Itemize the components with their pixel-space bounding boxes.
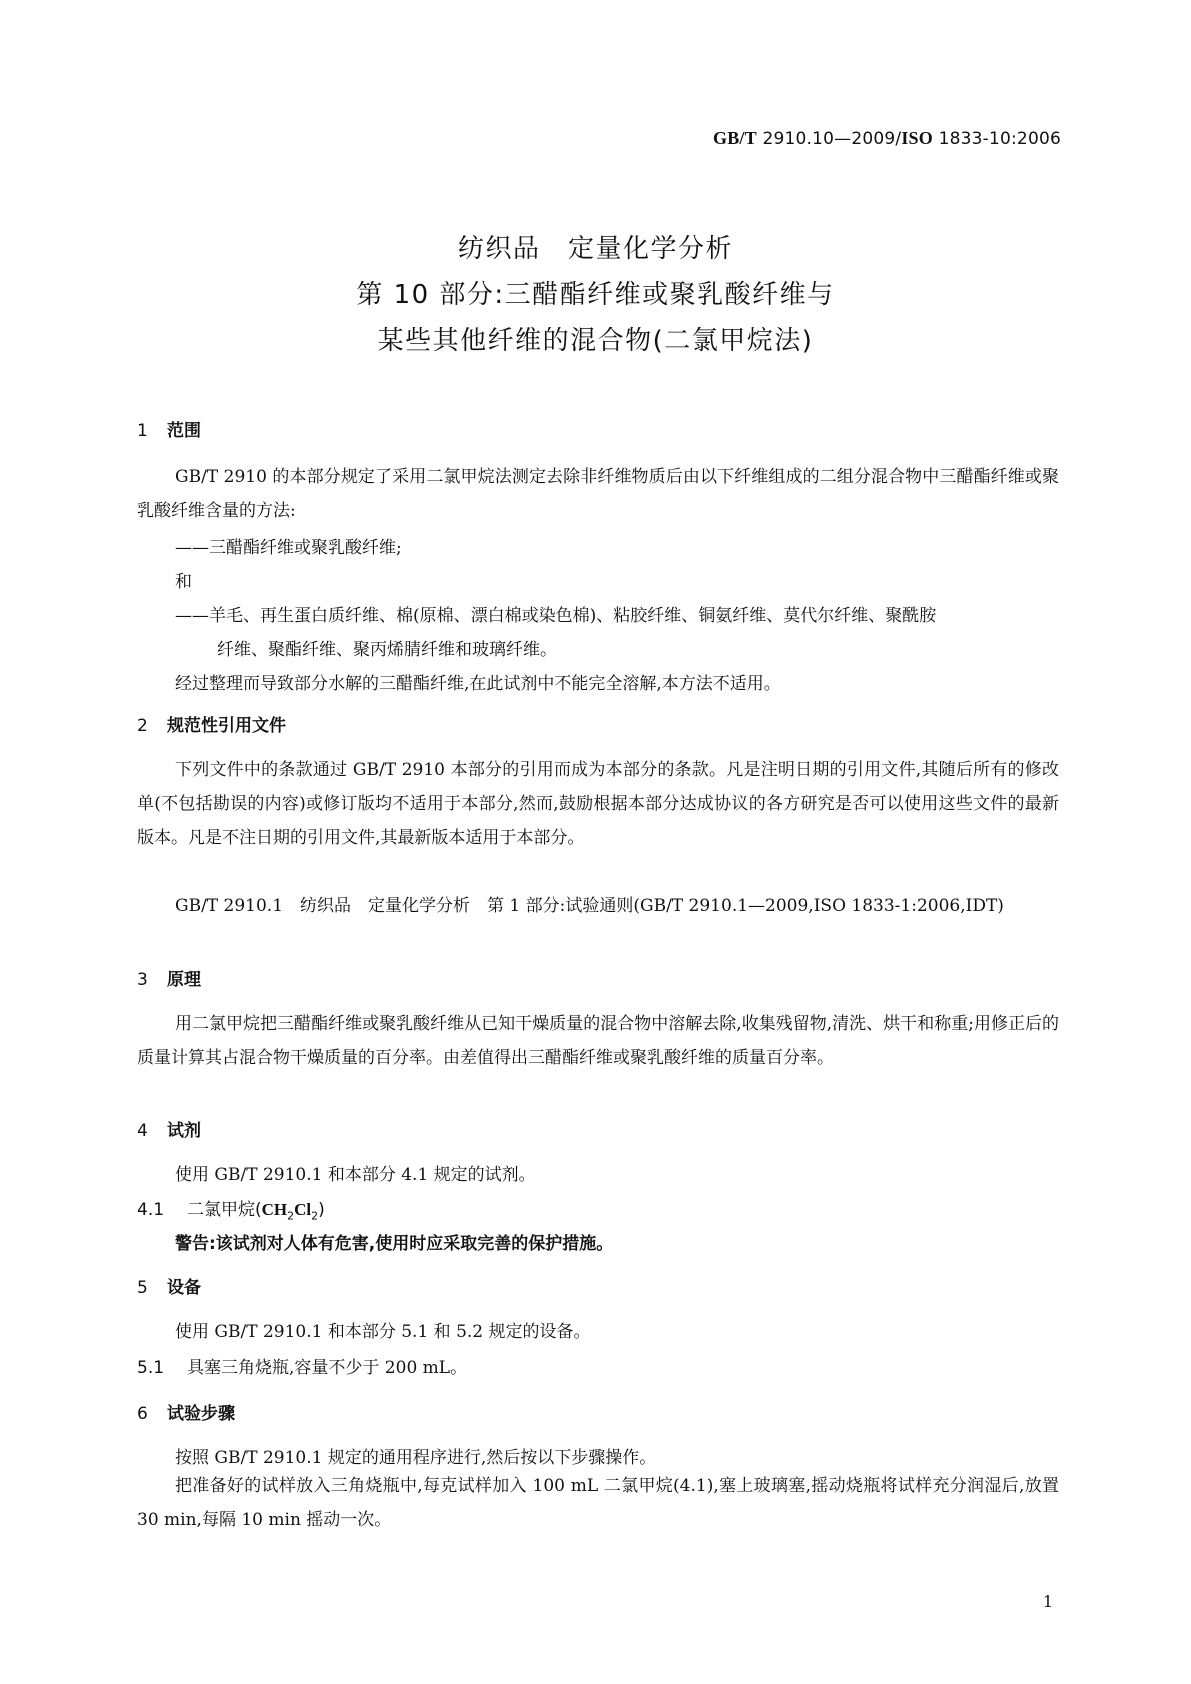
warning-text: 警告:该试剂对人体有危害,使用时应采取完善的保护措施。 <box>175 1234 614 1254</box>
title-line-3: 某些其他纤维的混合物(二氯甲烷法) <box>377 326 814 356</box>
section-1-list-item-2-line-1: ——羊毛、再生蛋白质纤维、棉(原棉、漂白棉或染色棉)、粘胶纤维、铜氨纤维、莫代尔纤维、聚酰胺 <box>175 606 937 626</box>
section-1-paragraph-1: GB/T 2910 的本部分规定了采用二氯甲烷法测定去除非纤维物质后由以下纤维组成的二组分混合物中三醋酯纤维或聚乳酸纤维含量的方法: <box>137 467 1059 521</box>
section-1-title: 范围 <box>167 421 201 441</box>
standard-code-prefix: GB/T <box>713 128 757 148</box>
subsection-4-1-title: 二氯甲烷( <box>187 1200 262 1220</box>
subsection-5-1 <box>137 1353 467 1378</box>
section-5-title: 设备 <box>167 1278 201 1298</box>
section-1-heading <box>137 416 201 441</box>
section-2-number: 2 <box>137 716 148 736</box>
section-4-paragraph-1: 使用 GB/T 2910.1 和本部分 4.1 规定的试剂。 <box>175 1165 536 1185</box>
section-4-number: 4 <box>137 1121 148 1141</box>
section-6-heading <box>137 1399 235 1424</box>
title-line-1: 纺织品 定量化学分析 <box>457 234 733 264</box>
formula-close-paren: ) <box>318 1200 325 1220</box>
page-number: 1 <box>1042 1592 1053 1611</box>
subsection-5-1-number: 5.1 <box>137 1358 165 1378</box>
formula-sub-2: 2 <box>311 1209 319 1223</box>
section-5-paragraph-1: 使用 GB/T 2910.1 和本部分 5.1 和 5.2 规定的设备。 <box>175 1322 591 1342</box>
section-1-number: 1 <box>137 421 148 441</box>
section-6-paragraph-2: 把准备好的试样放入三角烧瓶中,每克试样加入 100 mL 二氯甲烷(4.1),塞上玻璃塞,摇动烧瓶将试样充分润湿后,放置 30 min,每隔 10 min 摇动一次。 <box>137 1476 1059 1530</box>
subsection-4-1-number: 4.1 <box>137 1200 165 1220</box>
formula-cl: Cl <box>294 1200 312 1219</box>
section-2-heading <box>137 711 286 736</box>
subsection-5-1-text: 具塞三角烧瓶,容量不少于 200 mL。 <box>187 1358 468 1378</box>
section-3-title: 原理 <box>167 970 201 990</box>
formula-ch: CH <box>261 1200 288 1219</box>
section-6-paragraph-1: 按照 GB/T 2910.1 规定的通用程序进行,然后按以下步骤操作。 <box>175 1448 657 1468</box>
section-1-and: 和 <box>175 572 192 592</box>
section-5-number: 5 <box>137 1278 148 1298</box>
section-6-number: 6 <box>137 1404 148 1424</box>
section-3-number: 3 <box>137 970 148 990</box>
section-1-list-item-1: ——三醋酯纤维或聚乳酸纤维; <box>175 538 402 558</box>
document-title <box>0 226 1191 364</box>
section-1-list-item-2-line-2: 纤维、聚酯纤维、聚丙烯腈纤维和玻璃纤维。 <box>217 640 557 660</box>
section-2-title: 规范性引用文件 <box>167 716 286 736</box>
title-line-2: 第 10 部分:三醋酯纤维或聚乳酸纤维与 <box>356 280 835 310</box>
section-5-heading <box>137 1273 201 1298</box>
section-2-paragraph-1: 下列文件中的条款通过 GB/T 2910 本部分的引用而成为本部分的条款。凡是注明日期的引用文件,其随后所有的修改单(不包括勘误的内容)或修订版均不适用于本部分,然而,鼓励根据本部分达成协议的各方研究是否可以使用这些文件的最新版本。凡是不注日期的引用文件,其最新版本适用于本部分。 <box>137 760 1059 848</box>
section-3-paragraph-1: 用二氯甲烷把三醋酯纤维或聚乳酸纤维从已知干燥质量的混合物中溶解去除,收集残留物,清洗、烘干和称重;用修正后的质量计算其占混合物干燥质量的百分率。由差值得出三醋酯纤维或聚乳酸纤维的质量百分率。 <box>137 1014 1059 1068</box>
standard-code-tail: 1833-10:2006 <box>932 129 1061 149</box>
section-3-heading <box>137 965 201 990</box>
section-4-title: 试剂 <box>167 1121 201 1141</box>
formula-sub-1: 2 <box>287 1209 295 1223</box>
section-1-paragraph-2: 经过整理而导致部分水解的三醋酯纤维,在此试剂中不能完全溶解,本方法不适用。 <box>175 674 781 694</box>
standard-code-iso: ISO <box>901 128 933 148</box>
section-6-title: 试验步骤 <box>167 1404 235 1424</box>
standard-code <box>713 128 1061 149</box>
section-2-reference: GB/T 2910.1 纺织品 定量化学分析 第 1 部分:试验通则(GB/T 2910.1—2009,ISO 1833-1:2006,IDT) <box>175 896 1004 916</box>
standard-code-main: 2910.10—2009/ <box>756 129 902 149</box>
subsection-4-1-heading <box>137 1195 325 1222</box>
section-4-heading <box>137 1116 201 1141</box>
